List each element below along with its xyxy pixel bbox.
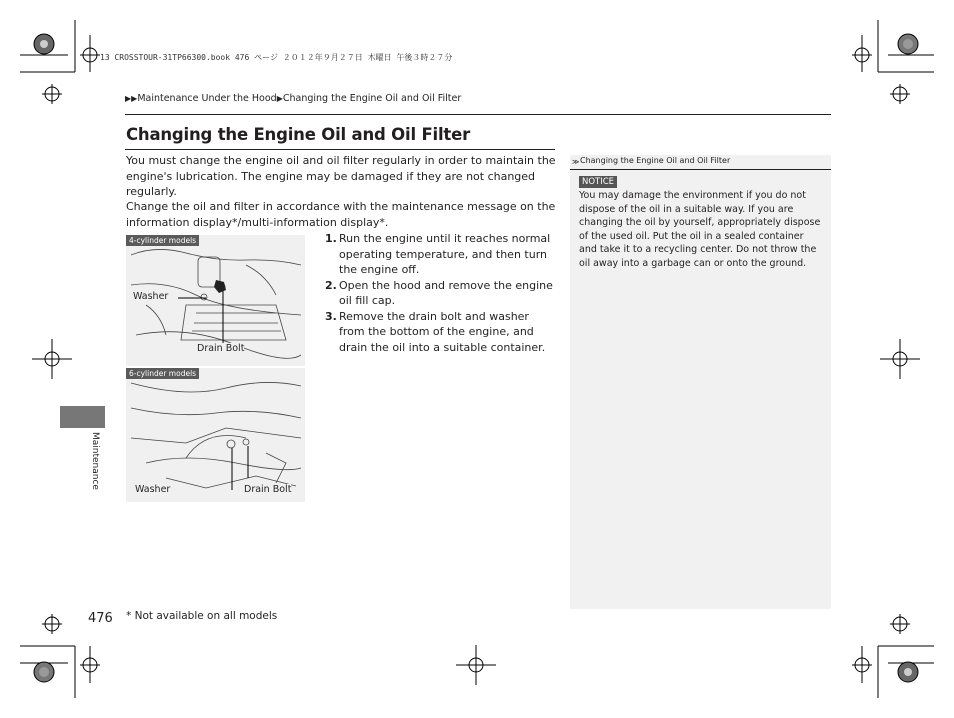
step-text: Open the hood and remove the engine oil fill cap. bbox=[339, 278, 553, 307]
notice-badge: NOTICE bbox=[579, 176, 617, 188]
reference-arrow-icon: ≫ bbox=[572, 158, 580, 166]
notice-text: You may damage the environment if you do not dispose of the oil in a suitable way. If you are changing the oil by yourself, appropriately dispose of the used oil. Put the oil in a sealed container and take it to a recycling center. Do not throw the oil away into a garbage can or onto the ground. bbox=[579, 190, 821, 269]
step-2 bbox=[325, 278, 557, 309]
engine-drain-illustration-6cyl bbox=[126, 368, 305, 502]
page-number: 476 bbox=[88, 611, 113, 626]
figure-label: 4-cylinder models bbox=[126, 235, 199, 246]
step-number: 1. bbox=[325, 232, 337, 245]
step-text: Remove the drain bolt and washer from the bottom of the engine, and drain the oil into a suitable container. bbox=[339, 309, 546, 354]
step-number: 2. bbox=[325, 278, 337, 292]
breadcrumb-current: Changing the Engine Oil and Oil Filter bbox=[282, 93, 462, 104]
breadcrumb-arrow-icon: ▶▶ bbox=[125, 94, 138, 103]
breadcrumb bbox=[125, 93, 461, 104]
header-rule bbox=[125, 114, 831, 115]
sidebar-heading: Changing the Engine Oil and Oil Filter bbox=[580, 156, 731, 165]
sidebar-header bbox=[570, 155, 831, 170]
print-header: 13 CROSSTOUR-31TP66300.book 476 ページ ２０１２年９月２７日 木曜日 午後３時２７分 bbox=[100, 53, 453, 62]
title-rule bbox=[125, 149, 555, 150]
section-tab-label: Maintenance bbox=[90, 432, 100, 490]
page-title: Changing the Engine Oil and Oil Filter bbox=[126, 125, 471, 144]
step-number: 3. bbox=[325, 309, 337, 323]
drain-bolt-label: Drain Bolt bbox=[197, 343, 245, 354]
drain-bolt-label: Drain Bolt bbox=[244, 484, 292, 495]
section-tab[interactable] bbox=[60, 406, 105, 428]
washer-label: Washer bbox=[133, 291, 169, 302]
figure-6-cylinder bbox=[126, 368, 305, 502]
breadcrumb-separator-icon: ▶ bbox=[276, 94, 283, 103]
step-1 bbox=[325, 231, 557, 278]
sidebar-note bbox=[570, 155, 831, 609]
step-text: Run the engine until it reaches normal operating temperature, and then turn the engine off. bbox=[339, 232, 551, 276]
figure-label: 6-cylinder models bbox=[126, 368, 199, 379]
footnote: * Not available on all models bbox=[126, 610, 278, 622]
figure-4-cylinder bbox=[126, 235, 305, 366]
maintenance-paragraph: Change the oil and filter in accordance with the maintenance message on the information display*/multi-information display*. bbox=[126, 200, 556, 229]
washer-label: Washer bbox=[135, 484, 171, 495]
intro-paragraph: You must change the engine oil and oil filter regularly in order to maintain the engine's lubrication. The engine may be damaged if they are not changed regularly. bbox=[126, 154, 556, 198]
procedure-steps bbox=[325, 231, 557, 355]
breadcrumb-link-maintenance[interactable]: Maintenance Under the Hood bbox=[137, 93, 277, 104]
step-3 bbox=[325, 309, 557, 356]
